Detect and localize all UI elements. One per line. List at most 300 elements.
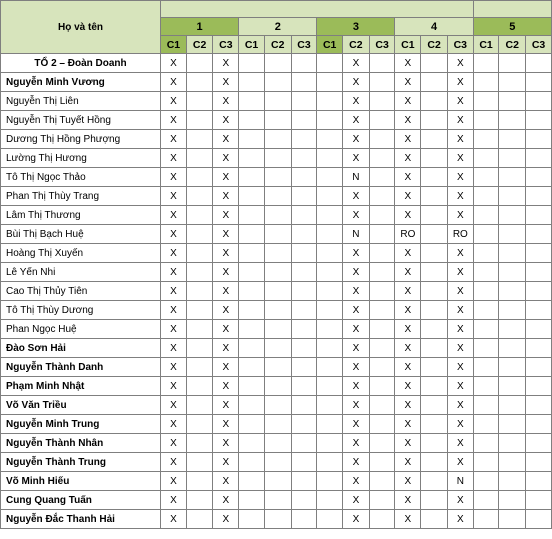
mark-cell[interactable] [186,320,213,339]
mark-cell[interactable] [473,339,499,358]
mark-cell[interactable] [317,415,343,434]
mark-cell[interactable] [317,54,343,73]
mark-cell[interactable] [264,320,291,339]
mark-cell[interactable] [473,301,499,320]
mark-cell[interactable]: X [395,320,421,339]
group-header-1[interactable]: 1 [161,18,239,36]
mark-cell[interactable] [526,263,552,282]
mark-cell[interactable] [239,54,265,73]
mark-cell[interactable] [264,263,291,282]
mark-cell[interactable] [473,263,499,282]
mark-cell[interactable]: X [213,263,239,282]
mark-cell[interactable]: N [343,168,370,187]
mark-cell[interactable] [291,149,317,168]
mark-cell[interactable] [526,92,552,111]
mark-cell[interactable] [291,415,317,434]
name-cell[interactable]: Cao Thị Thủy Tiên [1,282,161,301]
mark-cell[interactable] [264,187,291,206]
mark-cell[interactable]: X [395,73,421,92]
mark-cell[interactable]: X [395,377,421,396]
col-header-2-c1[interactable]: C1 [239,36,265,54]
mark-cell[interactable] [264,358,291,377]
mark-cell[interactable] [526,73,552,92]
mark-cell[interactable] [369,282,395,301]
mark-cell[interactable]: X [161,301,187,320]
mark-cell[interactable] [473,111,499,130]
mark-cell[interactable] [369,510,395,529]
mark-cell[interactable]: X [213,111,239,130]
mark-cell[interactable] [526,54,552,73]
mark-cell[interactable] [264,282,291,301]
mark-cell[interactable]: X [213,73,239,92]
mark-cell[interactable]: X [213,453,239,472]
mark-cell[interactable] [264,111,291,130]
mark-cell[interactable] [291,320,317,339]
mark-cell[interactable]: X [395,149,421,168]
name-cell[interactable]: Nguyễn Minh Vương [1,73,161,92]
name-cell[interactable]: Võ Minh Hiếu [1,472,161,491]
mark-cell[interactable]: X [343,92,370,111]
mark-cell[interactable]: X [343,377,370,396]
mark-cell[interactable] [526,415,552,434]
mark-cell[interactable] [186,396,213,415]
name-cell[interactable]: Tô Thị Thùy Dương [1,301,161,320]
mark-cell[interactable]: X [395,415,421,434]
mark-cell[interactable] [186,415,213,434]
mark-cell[interactable] [421,130,448,149]
mark-cell[interactable]: X [447,510,473,529]
mark-cell[interactable] [473,92,499,111]
mark-cell[interactable] [317,130,343,149]
name-cell[interactable]: Tô Thị Ngọc Thảo [1,168,161,187]
mark-cell[interactable]: X [447,282,473,301]
mark-cell[interactable] [473,472,499,491]
mark-cell[interactable]: X [343,339,370,358]
mark-cell[interactable] [186,225,213,244]
mark-cell[interactable]: X [447,320,473,339]
mark-cell[interactable] [291,377,317,396]
mark-cell[interactable] [526,168,552,187]
mark-cell[interactable] [526,491,552,510]
mark-cell[interactable]: X [161,510,187,529]
mark-cell[interactable] [526,453,552,472]
header-band-right[interactable] [473,1,551,18]
mark-cell[interactable] [317,73,343,92]
mark-cell[interactable] [317,339,343,358]
mark-cell[interactable] [239,73,265,92]
mark-cell[interactable] [421,92,448,111]
mark-cell[interactable]: N [447,472,473,491]
mark-cell[interactable]: X [447,54,473,73]
mark-cell[interactable] [239,168,265,187]
mark-cell[interactable] [369,472,395,491]
name-cell[interactable]: TỔ 2 – Đoàn Doanh [1,54,161,73]
mark-cell[interactable]: X [213,377,239,396]
name-cell[interactable]: Nguyễn Thị Liên [1,92,161,111]
mark-cell[interactable] [369,187,395,206]
mark-cell[interactable]: RO [447,225,473,244]
mark-cell[interactable] [499,54,526,73]
mark-cell[interactable]: X [447,434,473,453]
mark-cell[interactable]: X [161,320,187,339]
mark-cell[interactable]: X [161,225,187,244]
mark-cell[interactable]: X [395,358,421,377]
mark-cell[interactable] [186,358,213,377]
mark-cell[interactable] [499,415,526,434]
mark-cell[interactable]: X [213,225,239,244]
mark-cell[interactable]: X [161,206,187,225]
mark-cell[interactable] [369,130,395,149]
mark-cell[interactable] [186,510,213,529]
mark-cell[interactable]: X [395,472,421,491]
group-header-5[interactable]: 5 [473,18,551,36]
mark-cell[interactable]: X [343,73,370,92]
mark-cell[interactable]: X [213,244,239,263]
mark-cell[interactable]: X [395,92,421,111]
mark-cell[interactable] [317,111,343,130]
mark-cell[interactable]: X [161,168,187,187]
mark-cell[interactable] [473,491,499,510]
mark-cell[interactable] [264,244,291,263]
mark-cell[interactable] [239,301,265,320]
mark-cell[interactable] [239,130,265,149]
mark-cell[interactable]: X [447,491,473,510]
mark-cell[interactable] [239,377,265,396]
mark-cell[interactable] [421,111,448,130]
mark-cell[interactable] [264,491,291,510]
mark-cell[interactable] [239,472,265,491]
mark-cell[interactable] [499,244,526,263]
mark-cell[interactable]: X [395,111,421,130]
mark-cell[interactable]: X [161,396,187,415]
mark-cell[interactable] [369,263,395,282]
mark-cell[interactable] [499,92,526,111]
col-header-2-c2[interactable]: C2 [264,36,291,54]
mark-cell[interactable] [239,244,265,263]
mark-cell[interactable] [526,358,552,377]
mark-cell[interactable] [526,206,552,225]
mark-cell[interactable] [369,453,395,472]
name-cell[interactable]: Nguyễn Thành Nhân [1,434,161,453]
mark-cell[interactable] [317,320,343,339]
mark-cell[interactable]: X [395,206,421,225]
mark-cell[interactable] [291,187,317,206]
mark-cell[interactable]: X [395,263,421,282]
mark-cell[interactable]: X [161,187,187,206]
mark-cell[interactable] [239,111,265,130]
mark-cell[interactable] [186,301,213,320]
mark-cell[interactable]: X [213,415,239,434]
mark-cell[interactable] [264,54,291,73]
mark-cell[interactable] [186,111,213,130]
mark-cell[interactable] [499,263,526,282]
mark-cell[interactable] [421,415,448,434]
mark-cell[interactable]: X [447,111,473,130]
mark-cell[interactable]: X [395,434,421,453]
mark-cell[interactable]: X [161,377,187,396]
mark-cell[interactable] [499,168,526,187]
mark-cell[interactable] [239,187,265,206]
mark-cell[interactable]: X [161,130,187,149]
mark-cell[interactable] [526,282,552,301]
col-header-3-c3[interactable]: C3 [369,36,395,54]
mark-cell[interactable] [526,301,552,320]
mark-cell[interactable] [186,472,213,491]
mark-cell[interactable] [499,282,526,301]
mark-cell[interactable] [291,472,317,491]
mark-cell[interactable] [291,434,317,453]
col-header-4-c2[interactable]: C2 [421,36,448,54]
mark-cell[interactable] [317,434,343,453]
col-header-5-c1[interactable]: C1 [473,36,499,54]
mark-cell[interactable]: X [343,187,370,206]
mark-cell[interactable] [369,111,395,130]
mark-cell[interactable] [291,339,317,358]
mark-cell[interactable]: X [213,149,239,168]
mark-cell[interactable]: X [161,491,187,510]
mark-cell[interactable] [291,54,317,73]
mark-cell[interactable] [526,434,552,453]
mark-cell[interactable] [186,54,213,73]
mark-cell[interactable] [473,434,499,453]
mark-cell[interactable] [264,92,291,111]
mark-cell[interactable]: X [161,149,187,168]
mark-cell[interactable] [473,130,499,149]
col-header-1-c1[interactable]: C1 [161,36,187,54]
mark-cell[interactable] [186,263,213,282]
mark-cell[interactable] [473,225,499,244]
mark-cell[interactable] [291,73,317,92]
mark-cell[interactable] [186,244,213,263]
mark-cell[interactable]: X [343,111,370,130]
mark-cell[interactable]: X [395,282,421,301]
mark-cell[interactable]: X [213,434,239,453]
mark-cell[interactable] [473,415,499,434]
mark-cell[interactable] [317,149,343,168]
mark-cell[interactable] [291,491,317,510]
mark-cell[interactable]: X [213,54,239,73]
mark-cell[interactable] [369,415,395,434]
mark-cell[interactable] [186,168,213,187]
mark-cell[interactable] [499,339,526,358]
col-header-4-c1[interactable]: C1 [395,36,421,54]
mark-cell[interactable] [369,434,395,453]
mark-cell[interactable] [421,491,448,510]
mark-cell[interactable]: X [161,339,187,358]
col-header-5-c2[interactable]: C2 [499,36,526,54]
mark-cell[interactable]: X [213,301,239,320]
mark-cell[interactable] [473,244,499,263]
mark-cell[interactable]: X [343,358,370,377]
name-cell[interactable]: Lâm Thị Thương [1,206,161,225]
mark-cell[interactable] [421,244,448,263]
name-cell[interactable]: Lường Thị Hương [1,149,161,168]
mark-cell[interactable] [186,73,213,92]
mark-cell[interactable] [473,206,499,225]
mark-cell[interactable] [473,396,499,415]
mark-cell[interactable] [186,434,213,453]
name-cell[interactable]: Bùi Thị Bạch Huệ [1,225,161,244]
mark-cell[interactable] [499,510,526,529]
mark-cell[interactable]: X [213,187,239,206]
mark-cell[interactable] [291,396,317,415]
mark-cell[interactable] [317,263,343,282]
mark-cell[interactable] [369,206,395,225]
mark-cell[interactable]: X [447,187,473,206]
mark-cell[interactable] [526,111,552,130]
mark-cell[interactable]: X [161,92,187,111]
col-header-1-c2[interactable]: C2 [186,36,213,54]
mark-cell[interactable] [317,358,343,377]
mark-cell[interactable] [473,54,499,73]
mark-cell[interactable]: X [213,491,239,510]
mark-cell[interactable] [291,130,317,149]
mark-cell[interactable] [317,491,343,510]
mark-cell[interactable] [421,206,448,225]
mark-cell[interactable]: RO [395,225,421,244]
mark-cell[interactable] [291,111,317,130]
name-cell[interactable]: Nguyễn Thành Danh [1,358,161,377]
mark-cell[interactable] [239,92,265,111]
mark-cell[interactable]: X [343,130,370,149]
mark-cell[interactable]: X [447,396,473,415]
mark-cell[interactable] [239,491,265,510]
mark-cell[interactable]: X [343,415,370,434]
mark-cell[interactable] [317,282,343,301]
mark-cell[interactable] [264,73,291,92]
mark-cell[interactable] [291,282,317,301]
mark-cell[interactable] [421,510,448,529]
mark-cell[interactable]: X [395,130,421,149]
mark-cell[interactable]: X [395,510,421,529]
mark-cell[interactable] [499,320,526,339]
mark-cell[interactable] [499,377,526,396]
mark-cell[interactable] [421,396,448,415]
mark-cell[interactable] [421,187,448,206]
mark-cell[interactable] [264,472,291,491]
mark-cell[interactable] [291,225,317,244]
mark-cell[interactable] [317,396,343,415]
mark-cell[interactable] [239,358,265,377]
mark-cell[interactable] [239,206,265,225]
mark-cell[interactable] [499,301,526,320]
mark-cell[interactable] [317,244,343,263]
mark-cell[interactable]: X [213,320,239,339]
mark-cell[interactable]: X [161,54,187,73]
col-header-4-c3[interactable]: C3 [447,36,473,54]
mark-cell[interactable] [526,377,552,396]
mark-cell[interactable] [264,453,291,472]
mark-cell[interactable]: X [343,320,370,339]
mark-cell[interactable] [186,92,213,111]
mark-cell[interactable] [264,415,291,434]
mark-cell[interactable]: X [161,244,187,263]
mark-cell[interactable] [499,187,526,206]
mark-cell[interactable] [291,453,317,472]
mark-cell[interactable] [291,206,317,225]
mark-cell[interactable]: X [395,396,421,415]
mark-cell[interactable]: X [447,415,473,434]
mark-cell[interactable] [291,510,317,529]
mark-cell[interactable]: X [447,377,473,396]
name-cell[interactable]: Nguyễn Minh Trung [1,415,161,434]
mark-cell[interactable] [473,149,499,168]
mark-cell[interactable] [499,453,526,472]
mark-cell[interactable]: X [343,491,370,510]
mark-cell[interactable] [473,358,499,377]
mark-cell[interactable] [499,491,526,510]
mark-cell[interactable] [317,472,343,491]
mark-cell[interactable] [186,149,213,168]
mark-cell[interactable] [239,149,265,168]
col-header-2-c3[interactable]: C3 [291,36,317,54]
mark-cell[interactable] [526,472,552,491]
mark-cell[interactable] [499,206,526,225]
mark-cell[interactable] [291,358,317,377]
mark-cell[interactable] [291,244,317,263]
group-header-3[interactable]: 3 [317,18,395,36]
mark-cell[interactable]: X [447,206,473,225]
mark-cell[interactable]: X [343,396,370,415]
mark-cell[interactable] [186,453,213,472]
mark-cell[interactable] [421,339,448,358]
name-cell[interactable]: Phan Thị Thùy Trang [1,187,161,206]
mark-cell[interactable] [421,358,448,377]
mark-cell[interactable] [239,320,265,339]
mark-cell[interactable] [473,320,499,339]
mark-cell[interactable] [421,472,448,491]
group-header-4[interactable]: 4 [395,18,473,36]
mark-cell[interactable]: X [395,453,421,472]
mark-cell[interactable]: X [447,301,473,320]
mark-cell[interactable]: X [161,111,187,130]
mark-cell[interactable]: X [395,168,421,187]
mark-cell[interactable] [369,301,395,320]
mark-cell[interactable]: X [213,92,239,111]
mark-cell[interactable] [239,453,265,472]
mark-cell[interactable] [499,434,526,453]
mark-cell[interactable] [421,320,448,339]
mark-cell[interactable] [473,73,499,92]
mark-cell[interactable]: X [213,130,239,149]
mark-cell[interactable] [499,225,526,244]
mark-cell[interactable]: X [213,339,239,358]
mark-cell[interactable] [526,130,552,149]
mark-cell[interactable] [264,168,291,187]
mark-cell[interactable] [239,510,265,529]
mark-cell[interactable]: X [343,282,370,301]
mark-cell[interactable] [239,339,265,358]
name-cell[interactable]: Dương Thị Hồng Phượng [1,130,161,149]
mark-cell[interactable] [239,396,265,415]
mark-cell[interactable] [499,130,526,149]
mark-cell[interactable]: X [447,244,473,263]
mark-cell[interactable] [499,111,526,130]
mark-cell[interactable]: X [343,244,370,263]
mark-cell[interactable] [499,358,526,377]
mark-cell[interactable] [421,377,448,396]
name-cell[interactable]: Võ Văn Triều [1,396,161,415]
mark-cell[interactable] [421,73,448,92]
mark-cell[interactable] [473,282,499,301]
mark-cell[interactable] [369,225,395,244]
name-cell[interactable]: Phan Ngọc Huệ [1,320,161,339]
mark-cell[interactable] [421,168,448,187]
col-header-1-c3[interactable]: C3 [213,36,239,54]
mark-cell[interactable] [526,396,552,415]
mark-cell[interactable] [499,149,526,168]
mark-cell[interactable] [369,320,395,339]
